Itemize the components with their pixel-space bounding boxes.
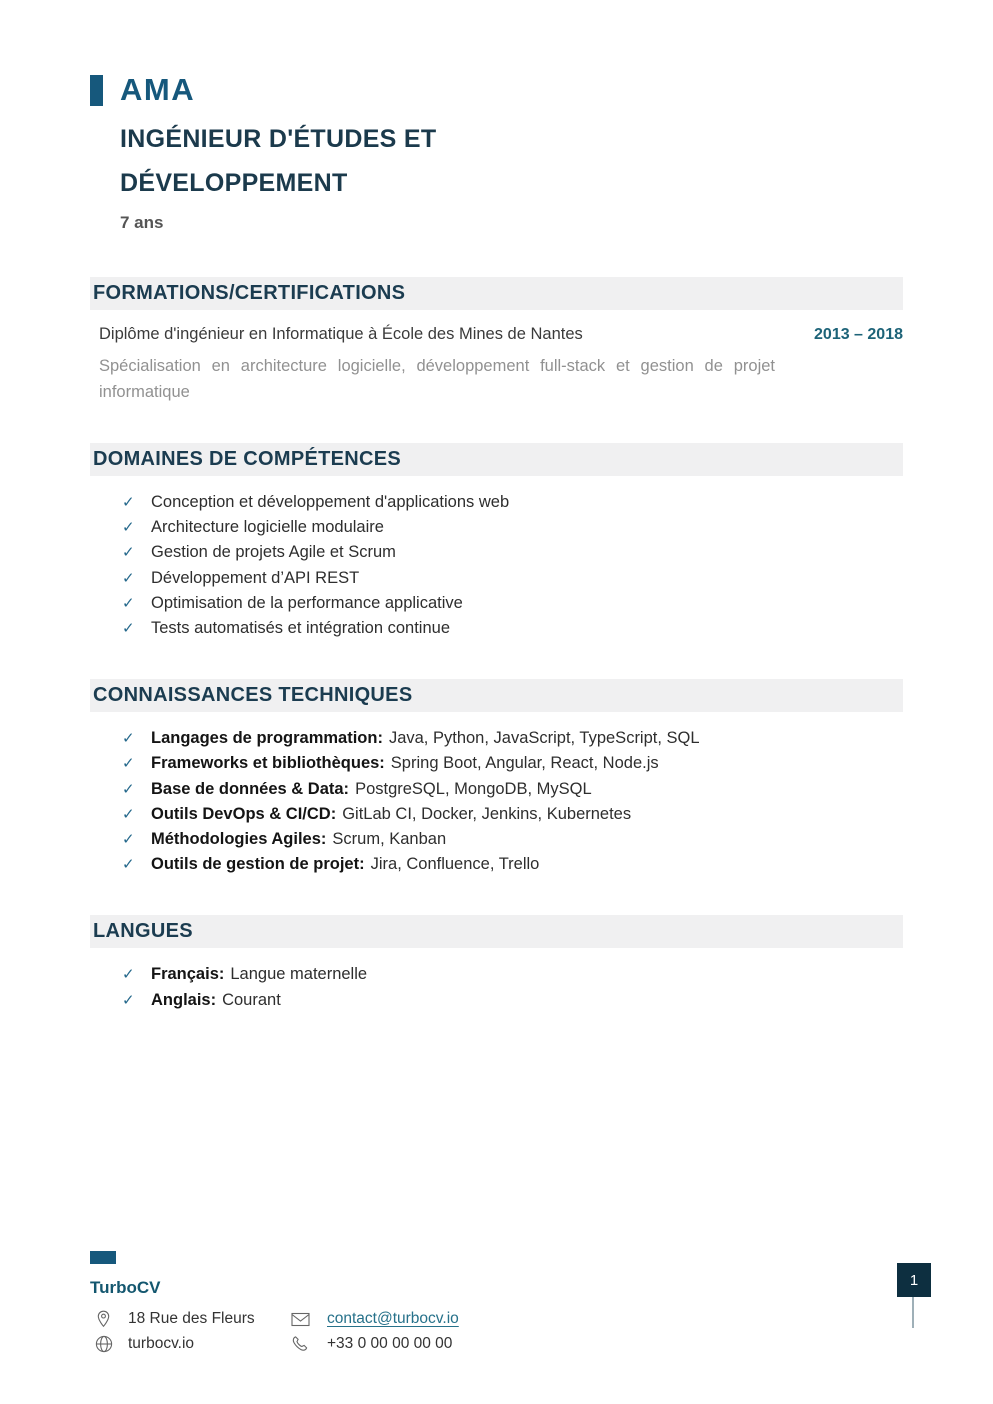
section-bar (90, 277, 903, 310)
section-bar (90, 679, 903, 712)
section-connaissances (90, 679, 903, 877)
list-item (90, 515, 903, 540)
item-value: Scrum, Kanban (332, 830, 447, 849)
list-item (90, 540, 903, 565)
footer-accent-bar-icon (90, 1251, 116, 1264)
globe-icon (95, 1335, 128, 1353)
list-item-text (151, 726, 700, 751)
item-value: Jira, Confluence, Trello (370, 855, 540, 874)
list-item-text (151, 962, 367, 987)
footer-phone: +33 0 00 00 00 00 (327, 1335, 453, 1352)
item-label: Langages de programmation: (151, 729, 383, 748)
list-item (90, 962, 903, 987)
list-item-text (151, 751, 659, 776)
item-label: Anglais: (151, 990, 217, 1009)
item-label: Frameworks et bibliothèques: (151, 754, 385, 773)
item-value: Langue maternelle (230, 965, 368, 984)
section-title-domaines: DOMAINES DE COMPÉTENCES (93, 448, 402, 470)
phone-icon (291, 1335, 327, 1353)
list-item (90, 591, 903, 616)
section-domaines (90, 443, 903, 641)
degree-description: Spécialisation en architecture logicielle, développement full-stack et gestion de projet informatique (99, 357, 775, 401)
list-item (90, 988, 903, 1013)
list-item-text: Conception et développement d'applications web (151, 493, 510, 511)
list-item-text: Gestion de projets Agile et Scrum (151, 543, 396, 562)
section-formations (90, 277, 903, 405)
item-value: PostgreSQL, MongoDB, MySQL (355, 779, 592, 798)
experience-years: 7 ans (120, 213, 164, 232)
check-icon: ✓ (122, 594, 135, 612)
item-label: Méthodologies Agiles: (151, 830, 327, 849)
item-value: Java, Python, JavaScript, TypeScript, SQL (388, 729, 700, 748)
item-label: Outils DevOps & CI/CD: (151, 804, 337, 823)
list-item (90, 777, 903, 802)
check-icon: ✓ (122, 966, 135, 984)
location-pin-icon (95, 1310, 128, 1328)
degree-dates: 2013 – 2018 (814, 326, 903, 343)
list-item (90, 802, 903, 827)
list-item-text: Architecture logicielle modulaire (151, 518, 384, 537)
footer-website: turbocv.io (128, 1335, 195, 1352)
list-item (90, 827, 903, 852)
list-item (90, 616, 903, 641)
email-link[interactable]: contact@turbocv.io (327, 1310, 459, 1327)
check-icon: ✓ (122, 856, 135, 874)
job-title: INGÉNIEUR D'ÉTUDES ET DÉVELOPPEMENT (120, 125, 437, 197)
section-bar (90, 443, 903, 476)
item-label: Français: (151, 965, 225, 984)
section-title-formations: FORMATIONS/CERTIFICATIONS (93, 282, 406, 304)
check-icon: ✓ (122, 805, 135, 823)
list-item-text (151, 827, 446, 852)
page-number-badge: 1 (897, 1263, 931, 1297)
check-icon: ✓ (122, 755, 135, 773)
candidate-name: AMA (120, 72, 196, 107)
list-item (90, 490, 903, 515)
list-item-text: Tests automatisés et intégration continue (151, 619, 451, 638)
item-label: Outils de gestion de projet: (151, 855, 365, 874)
accent-bar-icon (90, 75, 103, 106)
cv-content (90, 0, 903, 1013)
check-icon: ✓ (122, 831, 135, 849)
list-item (90, 852, 903, 877)
check-icon: ✓ (122, 991, 135, 1009)
list-item-text (151, 988, 281, 1013)
item-value: Spring Boot, Angular, React, Node.js (390, 754, 659, 773)
item-label: Base de données & Data: (151, 779, 350, 798)
list-item (90, 726, 903, 751)
page-number-line (912, 1297, 914, 1328)
envelope-icon (291, 1312, 327, 1327)
degree-title: Diplôme d'ingénieur en Informatique à École des Mines de Nantes (99, 325, 583, 343)
formation-entry-head (99, 325, 903, 344)
connaissances-list (90, 726, 903, 877)
list-item-text: Optimisation de la performance applicative (151, 593, 463, 612)
check-icon: ✓ (122, 620, 135, 638)
list-item (90, 566, 903, 591)
list-item-text: Développement d’API REST (151, 568, 360, 587)
check-icon: ✓ (122, 519, 135, 537)
footer-brand: TurboCV (90, 1278, 161, 1297)
section-langues (90, 915, 903, 1012)
check-icon: ✓ (122, 730, 135, 748)
list-item-text (151, 777, 592, 802)
check-icon: ✓ (122, 569, 135, 587)
list-item (90, 751, 903, 776)
section-bar (90, 915, 903, 948)
item-value: Courant (222, 990, 281, 1009)
langues-list (90, 962, 903, 1012)
formation-entry (90, 325, 903, 405)
list-item-text (151, 802, 631, 827)
check-icon: ✓ (122, 494, 135, 511)
domaines-list (90, 490, 903, 641)
check-icon: ✓ (122, 780, 135, 798)
section-title-langues: LANGUES (93, 920, 193, 943)
footer-contacts (95, 1310, 459, 1353)
cv-header (90, 72, 903, 233)
list-item-text (151, 852, 539, 877)
footer-address: 18 Rue des Fleurs (128, 1310, 255, 1327)
check-icon: ✓ (122, 544, 135, 562)
item-value: GitLab CI, Docker, Jenkins, Kubernetes (342, 804, 632, 823)
section-title-connaissances: CONNAISSANCES TECHNIQUES (93, 684, 413, 707)
name-row (90, 72, 903, 108)
